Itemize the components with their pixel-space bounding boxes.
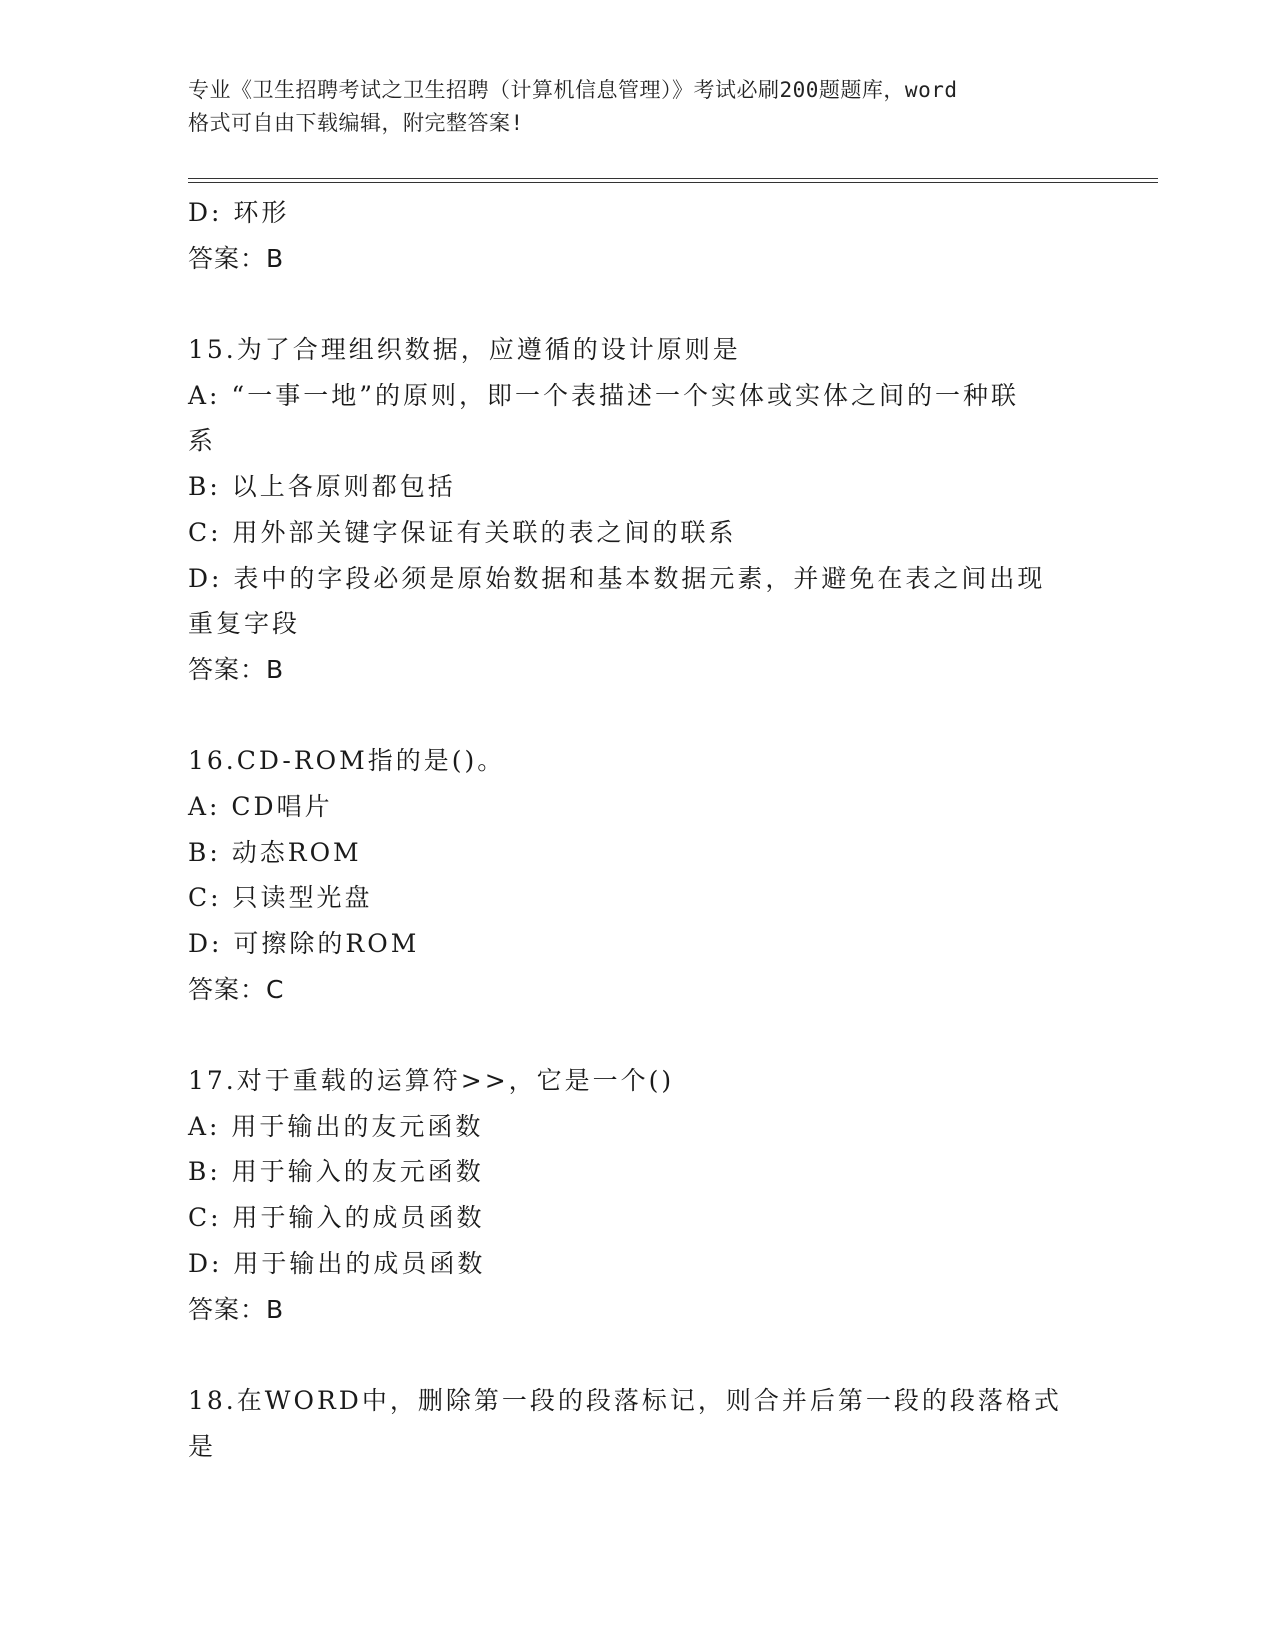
spacer: [188, 1332, 1088, 1378]
option-a-continued: 系: [188, 426, 217, 456]
option-c: C: 只读型光盘: [188, 883, 373, 913]
document-header: [188, 74, 1088, 140]
option-d-continued: 重复字段: [188, 609, 301, 639]
answer-line: 答案：B: [188, 243, 285, 273]
header-title-line-1: 专业《卫生招聘考试之卫生招聘（计算机信息管理）》考试必刷200题题库，word: [188, 78, 958, 102]
question-block-15: [188, 327, 1088, 693]
option-d: D: 表中的字段必须是原始数据和基本数据元素，并避免在表之间出现: [188, 563, 1046, 593]
answer-line: 答案：B: [188, 654, 285, 684]
question-text: 18.在WORD中，删除第一段的段落标记，则合并后第一段的段落格式: [188, 1385, 1062, 1415]
option-a: A: “一事一地”的原则，即一个表描述一个实体或实体之间的一种联: [188, 380, 1019, 410]
question-list: [188, 190, 1088, 1469]
question-text-continued: 是: [188, 1431, 217, 1461]
header-title-line-2: 格式可自由下载编辑，附完整答案!: [188, 111, 524, 135]
option-b: B: 用于输入的友元函数: [188, 1157, 484, 1187]
question-block-18: [188, 1378, 1088, 1469]
spacer: [188, 693, 1088, 739]
option-c: C: 用外部关键字保证有关联的表之间的联系: [188, 517, 737, 547]
question-text: 17.对于重载的运算符>>，它是一个(): [188, 1066, 675, 1096]
answer-line: 答案：B: [188, 1294, 285, 1324]
option-d: D: 环形: [188, 198, 290, 227]
question-text: 15.为了合理组织数据，应遵循的设计原则是: [188, 335, 741, 365]
question-block-16: [188, 738, 1088, 1012]
option-c: C: 用于输入的成员函数: [188, 1203, 485, 1233]
option-a: A: 用于输出的友元函数: [188, 1111, 484, 1141]
option-a: A: CD唱片: [188, 791, 333, 821]
answer-line: 答案：C: [188, 974, 285, 1004]
question-text: 16.CD-ROM指的是()。: [188, 746, 506, 776]
option-b: B: 动态ROM: [188, 837, 362, 867]
question-block-17: [188, 1058, 1088, 1332]
spacer: [188, 281, 1088, 327]
spacer: [188, 1012, 1088, 1058]
option-d: D: 可擦除的ROM: [188, 929, 420, 958]
option-b: B: 以上各原则都包括: [188, 472, 456, 502]
question-block-14: [188, 190, 1088, 281]
option-d: D: 用于输出的成员函数: [188, 1248, 486, 1278]
header-divider: [188, 178, 1158, 183]
